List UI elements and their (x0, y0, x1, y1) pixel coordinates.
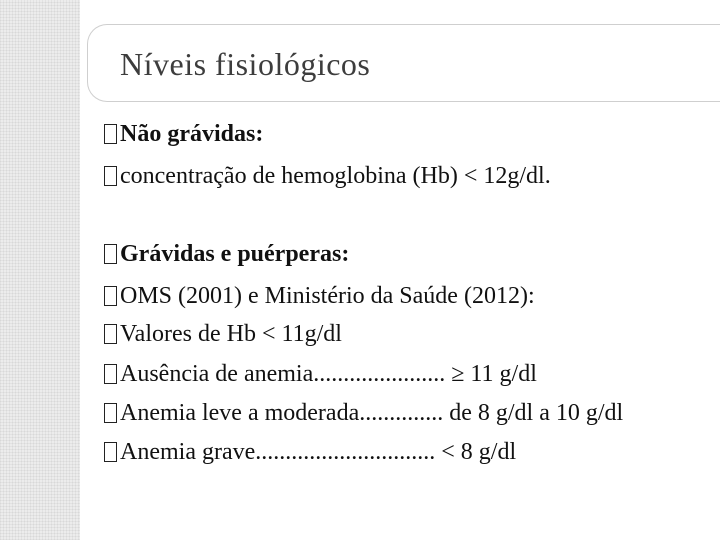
bullet-text: concentração de hemoglobina (Hb) < 12g/dl. (120, 163, 551, 189)
textured-left-strip (0, 0, 80, 540)
bullet-text: Grávidas e puérperas: (120, 241, 350, 267)
bullet-line (104, 161, 551, 191)
missing-glyph-bullet-icon (104, 244, 117, 264)
missing-glyph-bullet-icon (104, 364, 117, 384)
bullet-text: OMS (2001) e Ministério da Saúde (2012): (120, 283, 535, 309)
missing-glyph-bullet-icon (104, 324, 117, 344)
bullet-text: Ausência de anemia...................... ≥ 11 g/dl (120, 361, 537, 387)
bullet-line (104, 437, 516, 467)
missing-glyph-bullet-icon (104, 166, 117, 186)
bullet-line (104, 119, 263, 149)
missing-glyph-bullet-icon (104, 442, 117, 462)
missing-glyph-bullet-icon (104, 286, 117, 306)
bullet-text: Valores de Hb < 11g/dl (120, 321, 342, 347)
slide-title: Níveis fisiológicos (120, 46, 371, 82)
bullet-line (104, 359, 537, 389)
bullet-text: Anemia leve a moderada.............. de 8 g/dl a 10 g/dl (120, 400, 624, 426)
bullet-text: Não grávidas: (120, 121, 264, 147)
bullet-line (104, 398, 623, 428)
bullet-text: Anemia grave.............................. < 8 g/dl (120, 439, 517, 465)
missing-glyph-bullet-icon (104, 124, 117, 144)
missing-glyph-bullet-icon (104, 403, 117, 423)
bullet-line (104, 281, 535, 311)
bullet-line (104, 319, 342, 349)
bullet-line (104, 239, 349, 269)
